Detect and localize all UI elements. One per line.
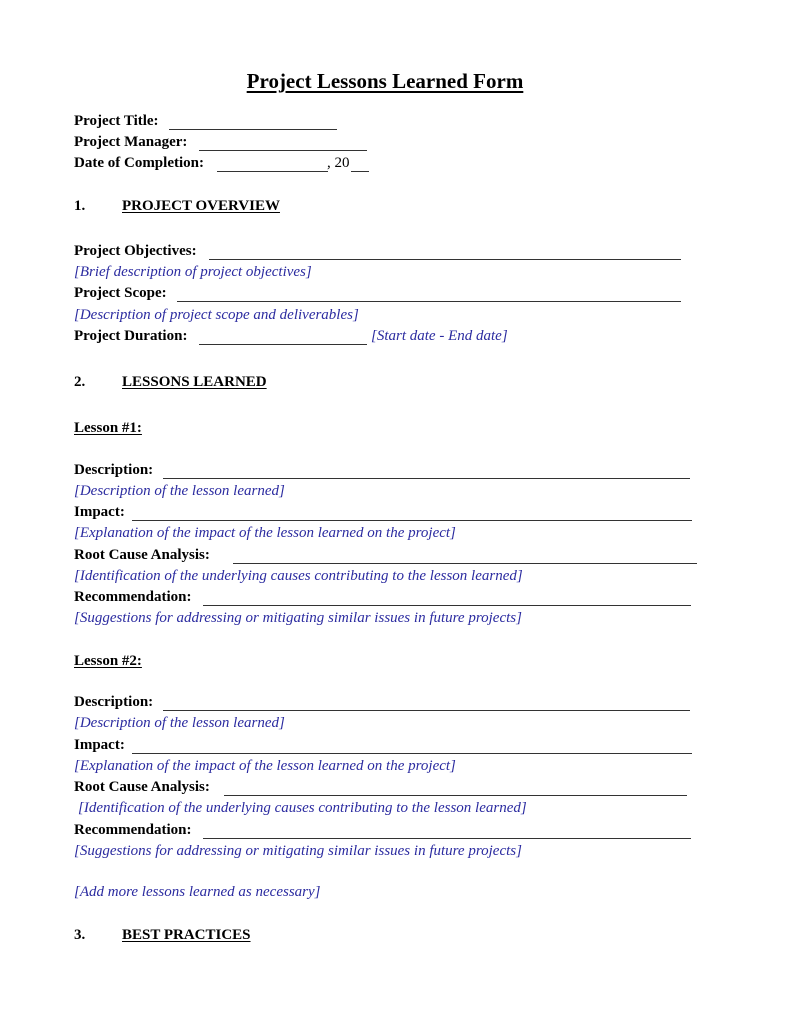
lesson-1-impact-label: Impact:	[74, 504, 125, 520]
lesson-1-description-label: Description:	[74, 462, 154, 478]
lesson-1-recommendation-hint: [Suggestions for addressing or mitigating similar issues in future projects]	[74, 610, 522, 626]
page-title: Project Lessons Learned Form	[246, 69, 524, 93]
lesson-2-recommendation-label: Recommendation:	[74, 822, 192, 838]
lesson-1-root-cause-hint: [Identification of the underlying causes contributing to the lesson learned]	[74, 568, 523, 584]
section-1-number: 1.	[74, 198, 86, 214]
lesson-2-root-cause-label: Root Cause Analysis:	[74, 779, 210, 795]
section-2-number: 2.	[74, 374, 86, 390]
lesson-1-impact-field[interactable]	[132, 504, 692, 521]
lesson-2-description-hint: [Description of the lesson learned]	[74, 715, 285, 731]
project-scope-label: Project Scope:	[74, 285, 167, 301]
add-more-lessons-hint: [Add more lessons learned as necessary]	[74, 884, 321, 900]
project-objectives-hint: [Brief description of project objectives]	[74, 264, 312, 280]
lesson-1-root-cause-field[interactable]	[233, 547, 697, 564]
lesson-1-heading: Lesson #1:	[74, 420, 142, 436]
lesson-1-recommendation-field[interactable]	[203, 589, 691, 606]
project-title-label: Project Title:	[74, 113, 159, 129]
project-duration-field[interactable]	[199, 328, 367, 345]
lesson-2-root-cause-hint: [Identification of the underlying causes contributing to the lesson learned]	[78, 800, 527, 816]
lesson-2-root-cause-field[interactable]	[224, 779, 687, 796]
project-title-field[interactable]	[169, 113, 337, 130]
section-3-title: BEST PRACTICES	[122, 927, 251, 943]
project-objectives-field[interactable]	[209, 243, 681, 260]
lesson-1-description-field[interactable]	[163, 462, 690, 479]
lesson-2-recommendation-hint: [Suggestions for addressing or mitigating similar issues in future projects]	[74, 843, 522, 859]
section-2-title: LESSONS LEARNED	[122, 374, 267, 390]
lesson-1-description-hint: [Description of the lesson learned]	[74, 483, 285, 499]
lesson-1-impact-hint: [Explanation of the impact of the lesson learned on the project]	[74, 525, 456, 541]
date-of-completion-label: Date of Completion:	[74, 155, 204, 171]
project-objectives-label: Project Objectives:	[74, 243, 197, 259]
project-manager-label: Project Manager:	[74, 134, 188, 150]
lesson-2-description-field[interactable]	[163, 694, 690, 711]
lesson-2-description-label: Description:	[74, 694, 154, 710]
project-scope-field[interactable]	[177, 285, 681, 302]
lesson-2-impact-field[interactable]	[132, 737, 692, 754]
lesson-1-recommendation-label: Recommendation:	[74, 589, 192, 605]
project-duration-label: Project Duration:	[74, 328, 188, 344]
lesson-2-impact-hint: [Explanation of the impact of the lesson learned on the project]	[74, 758, 456, 774]
year-suffix-field[interactable]	[351, 155, 369, 172]
lesson-2-recommendation-field[interactable]	[203, 822, 691, 839]
lesson-2-impact-label: Impact:	[74, 737, 125, 753]
section-3-number: 3.	[74, 927, 86, 943]
year-prefix: , 20	[327, 155, 350, 171]
lesson-1-root-cause-label: Root Cause Analysis:	[74, 547, 210, 563]
project-duration-hint: [Start date - End date]	[371, 328, 508, 344]
section-1-title: PROJECT OVERVIEW	[122, 198, 280, 214]
project-scope-hint: [Description of project scope and deliverables]	[74, 307, 359, 323]
lesson-2-heading: Lesson #2:	[74, 653, 142, 669]
date-of-completion-field[interactable]	[217, 155, 328, 172]
project-manager-field[interactable]	[199, 134, 367, 151]
